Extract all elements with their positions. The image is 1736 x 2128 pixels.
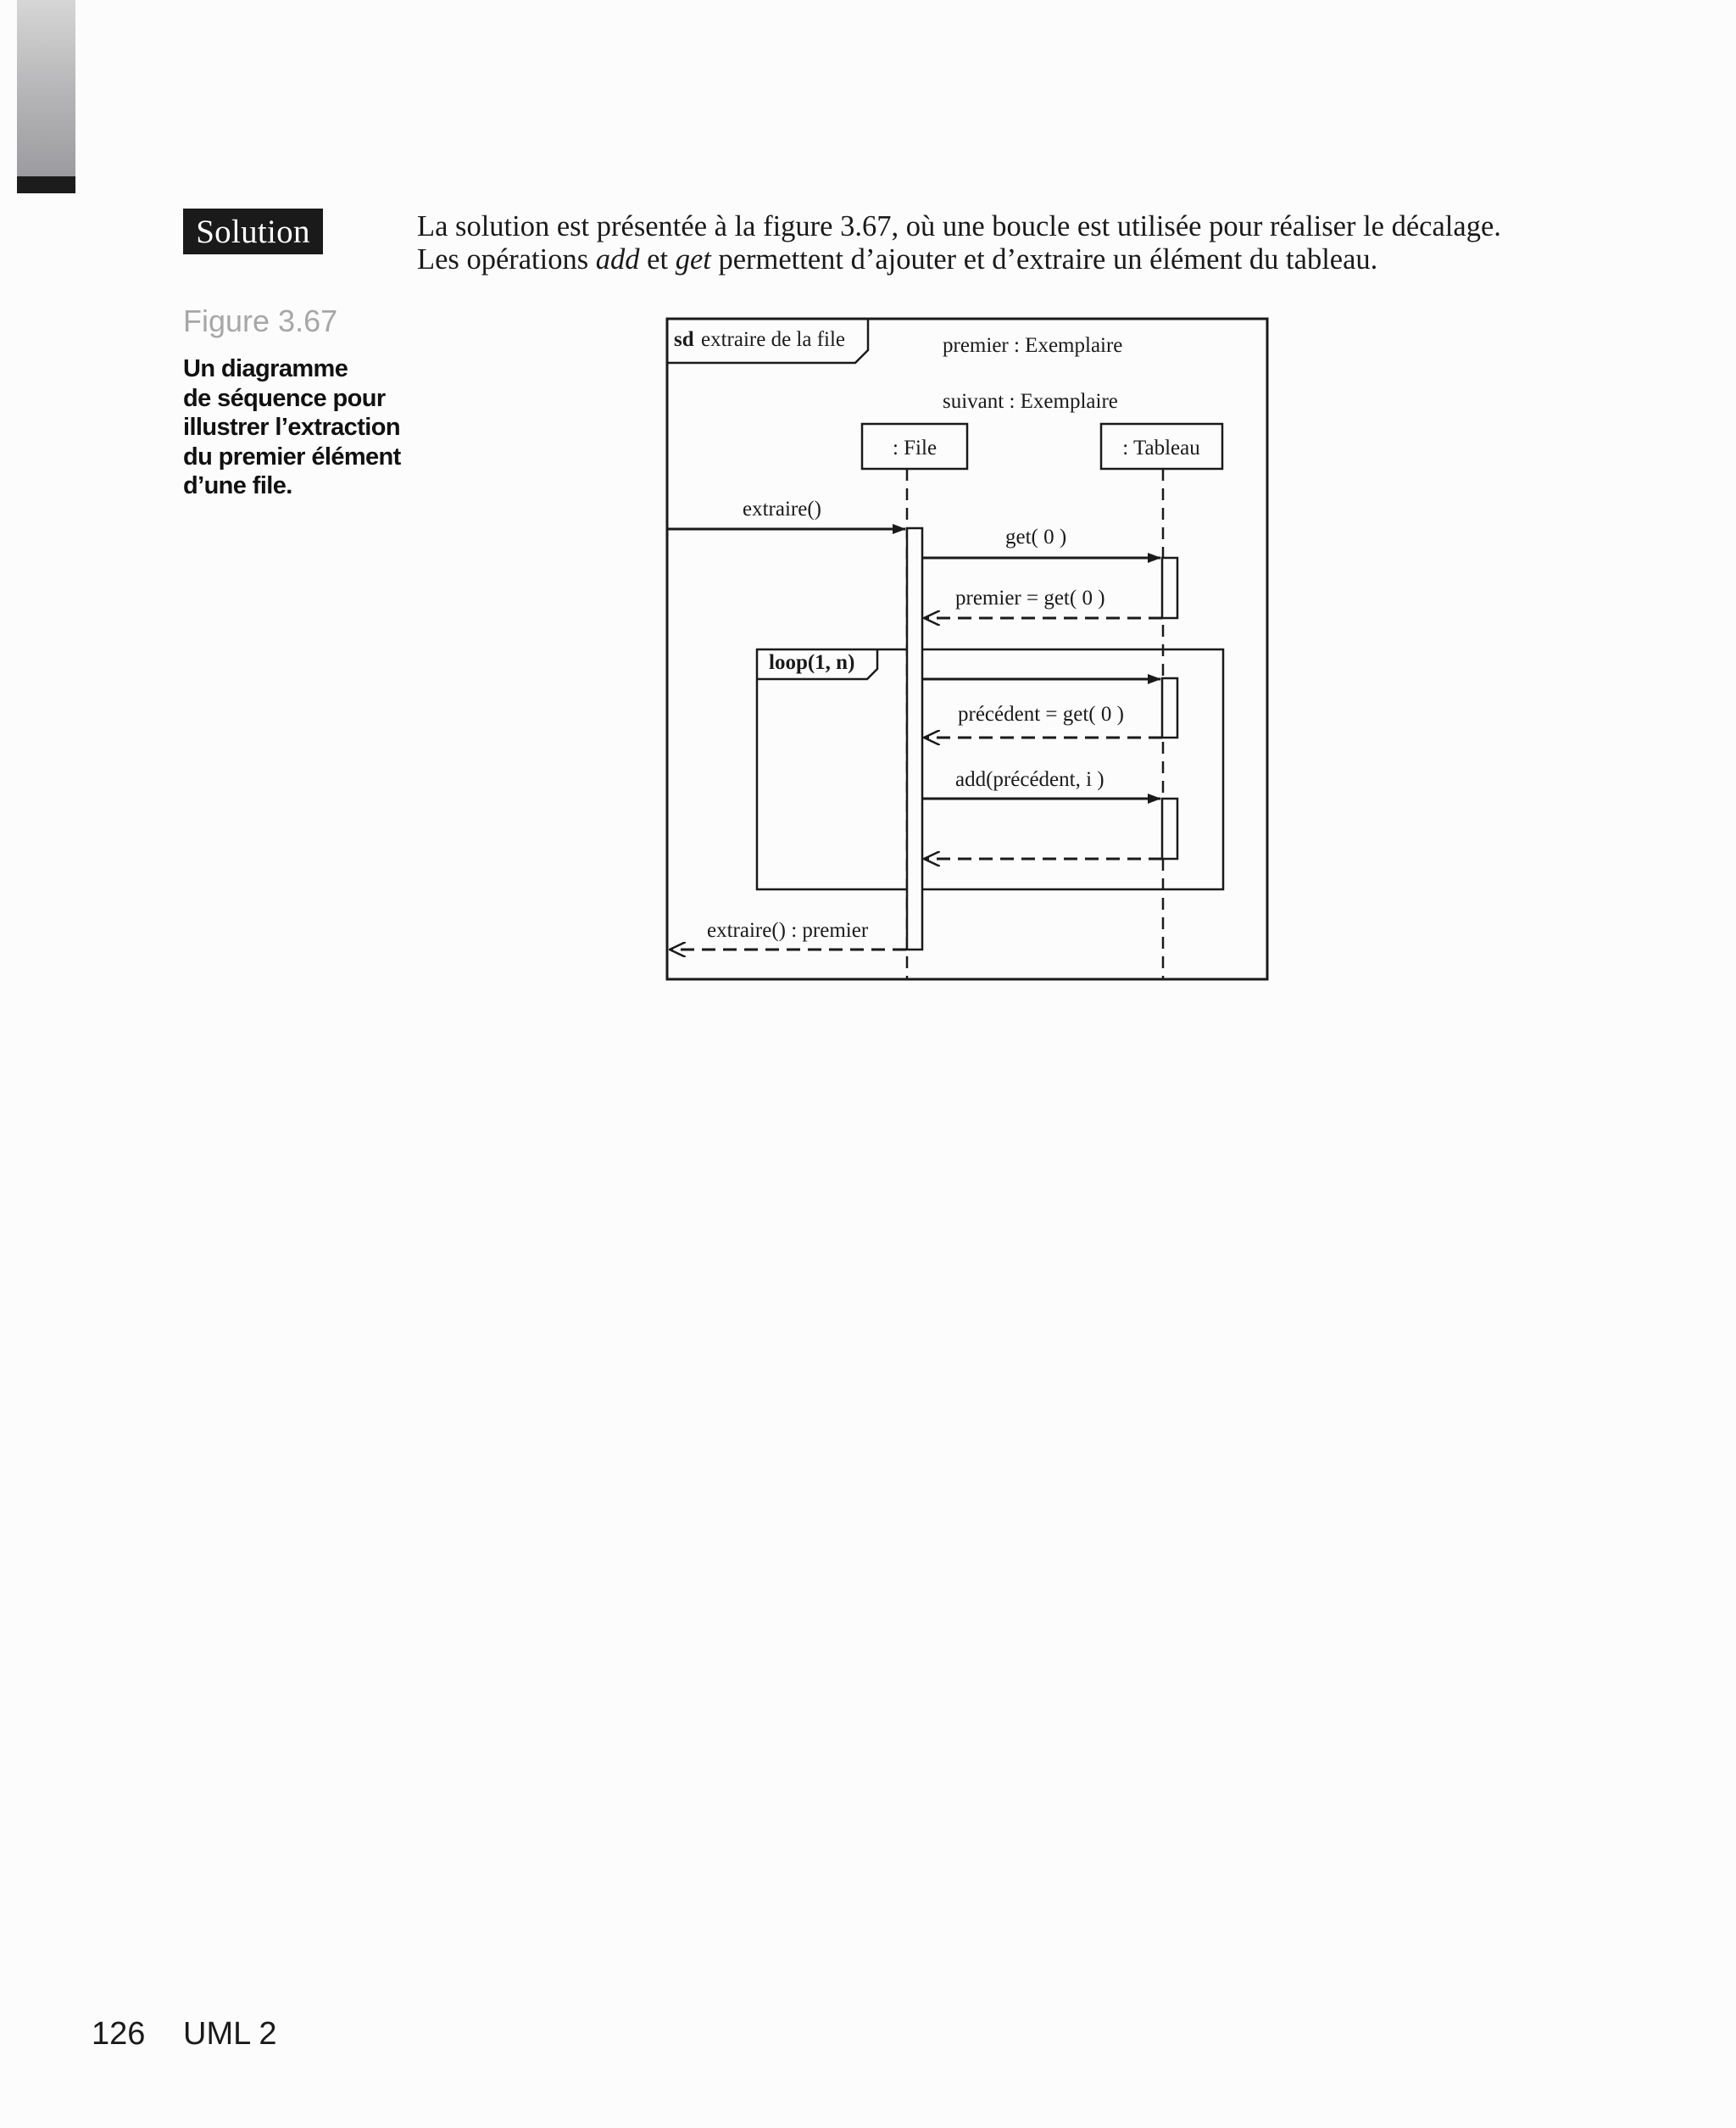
activation-tableau-1 — [1162, 558, 1177, 618]
figure-number: Figure 3.67 — [183, 304, 338, 338]
lifeline-label-tableau: : Tableau — [1122, 437, 1200, 460]
activation-tableau-2 — [1162, 678, 1177, 738]
message-extraire-label: extraire() — [743, 498, 821, 521]
intro-emphasis-get: get — [675, 243, 711, 276]
intro-emphasis-add: add — [595, 243, 640, 276]
activation-tableau-3 — [1162, 799, 1177, 859]
activation-file — [907, 528, 922, 950]
caption-line: illustrer l’extraction — [183, 414, 400, 441]
caption-line: du premier élément — [183, 443, 401, 471]
sd-frame-keyword: sd — [674, 328, 694, 351]
message-get-label: get( 0 ) — [1005, 526, 1067, 549]
caption-line: de séquence pour — [183, 384, 386, 412]
return-extraire-label: extraire() : premier — [707, 919, 869, 942]
loop-label: loop(1, n) — [769, 651, 855, 674]
caption-line: d’une file. — [183, 472, 292, 499]
attribute-premier: premier : Exemplaire — [943, 334, 1123, 357]
return-precedent-label: précédent = get( 0 ) — [958, 703, 1124, 726]
intro-text: et — [639, 243, 676, 276]
sd-frame-name: extraire de la file — [701, 328, 846, 351]
intro-text: permettent d’ajouter et d’extraire un élément du tableau. — [710, 243, 1378, 276]
return-premier-label: premier = get( 0 ) — [955, 587, 1105, 610]
solution-badge: Solution — [183, 209, 323, 254]
attribute-suivant: suivant : Exemplaire — [943, 390, 1118, 413]
intro-line-1: La solution est présentée à la figure 3.67, où une boucle est utilisée pour réaliser le décalage. — [417, 210, 1501, 242]
page-number: 126 — [92, 2016, 146, 2052]
caption-line: Un diagramme — [183, 355, 348, 382]
intro-text: Les opérations — [417, 243, 596, 276]
lifeline-label-file: : File — [892, 437, 938, 460]
running-title: UML 2 — [183, 2016, 277, 2052]
message-add-label: add(précédent, i ) — [955, 768, 1104, 791]
